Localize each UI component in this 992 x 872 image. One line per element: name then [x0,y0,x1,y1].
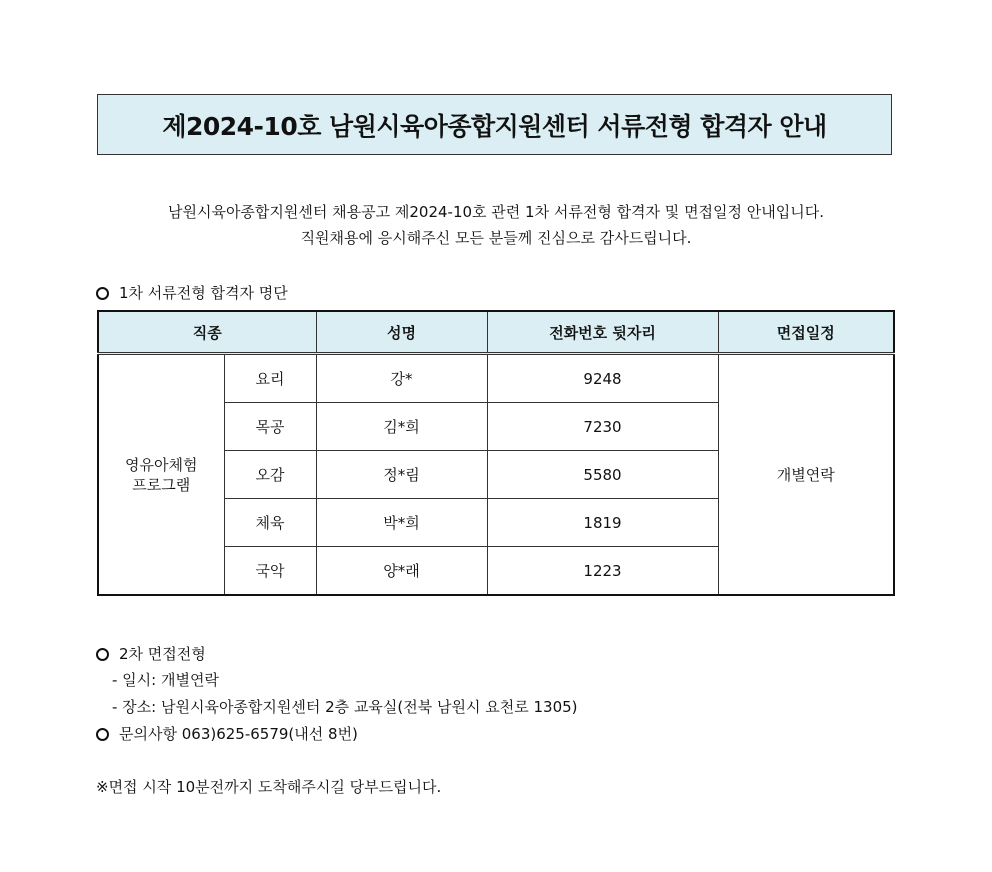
section2-heading-text: 2차 면접전형 [119,645,206,663]
category-line-2: 프로그램 [132,475,191,494]
intro-line-1: 남원시육아종합지원센터 채용공고 제2024-10호 관련 1차 서류전형 합격자 및 면접일정 안내입니다. [167,203,825,221]
interview-date-line: - 일시: 개별연락 [112,671,219,689]
name-cell: 강* [316,354,487,403]
header-job: 직종 [98,311,316,354]
header-name: 성명 [316,311,487,354]
job-cell: 오감 [224,451,316,499]
interview-place-line: - 장소: 남원시육아종합지원센터 2층 교육실(전북 남원시 요천로 1305) [112,698,578,716]
job-cell: 목공 [224,403,316,451]
contact-text: 문의사항 063)625-6579(내선 8번) [119,725,358,743]
title-box [97,94,892,155]
table-row [98,354,894,403]
job-cell: 체육 [224,499,316,547]
name-cell: 박*희 [316,499,487,547]
circle-bullet-icon [96,287,109,300]
phone-cell: 1819 [487,499,718,547]
schedule-cell: 개별연락 [718,354,894,596]
intro-line-2: 직원채용에 응시해주신 모든 분들께 진심으로 감사드립니다. [300,229,692,247]
section2-heading [96,643,206,665]
job-cell: 요리 [224,354,316,403]
page-title: 제2024-10호 남원시육아종합지원센터 서류전형 합격자 안내 [162,111,827,141]
section1-heading [96,282,288,304]
phone-cell: 9248 [487,354,718,403]
name-cell: 양*래 [316,547,487,596]
section1-heading-text: 1차 서류전형 합격자 명단 [119,284,288,302]
phone-cell: 1223 [487,547,718,596]
passer-table [97,310,895,596]
circle-bullet-icon [96,728,109,741]
arrival-note: ※면접 시작 10분전까지 도착해주시길 당부드립니다. [96,778,442,796]
header-phone: 전화번호 뒷자리 [487,311,718,354]
phone-cell: 5580 [487,451,718,499]
circle-bullet-icon [96,648,109,661]
header-schedule: 면접일정 [718,311,894,354]
phone-cell: 7230 [487,403,718,451]
category-line-1: 영유아체험 [125,455,198,474]
category-cell [98,354,224,596]
name-cell: 김*희 [316,403,487,451]
job-cell: 국악 [224,547,316,596]
name-cell: 정*림 [316,451,487,499]
table-header-row [98,311,894,354]
contact-line [96,723,358,745]
